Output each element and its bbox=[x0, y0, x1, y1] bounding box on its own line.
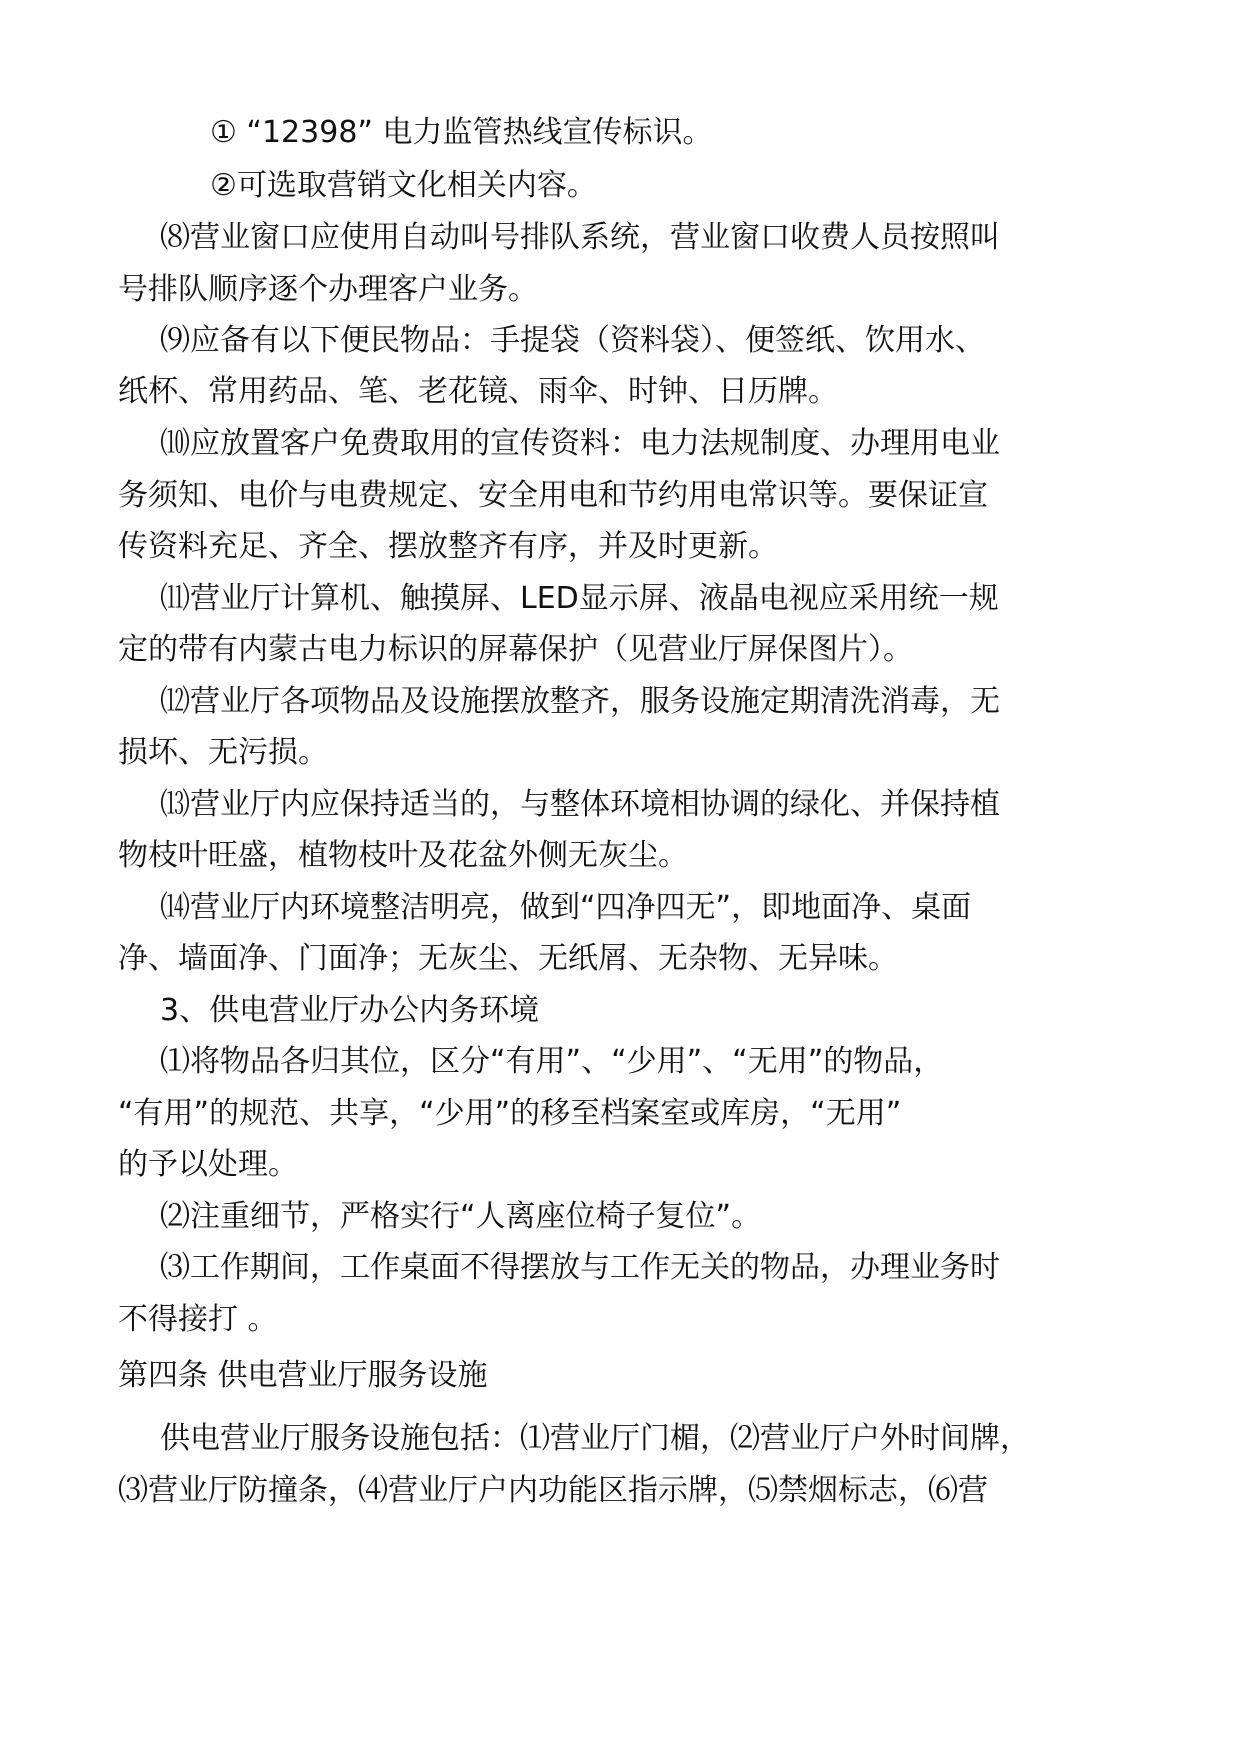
paragraph-line: 务须知、电价与电费规定、安全用电和节约用电常识等。要保证宣 bbox=[118, 478, 988, 513]
paragraph-line: 供电营业厅服务设施包括：⑴营业厅门楣，⑵营业厅户外时间牌， bbox=[160, 1421, 1030, 1456]
paragraph-line: ⑵注重细节，严格实行“人离座位椅子复位”。 bbox=[160, 1199, 762, 1234]
paragraph-line: ⑶营业厅防撞条，⑷营业厅户内功能区指示牌，⑸禁烟标志，⑹营 bbox=[118, 1473, 988, 1508]
section-heading: 3、供电营业厅办公内务环境 bbox=[160, 993, 540, 1028]
paragraph-line: ⑽应放置客户免费取用的宣传资料：电力法规制度、办理用电业 bbox=[160, 426, 1000, 461]
paragraph-line: ⑼应备有以下便民物品：手提袋（资料袋）、便签纸、饮用水、 bbox=[160, 323, 985, 358]
paragraph-line: 传资料充足、齐全、摆放整齐有序，并及时更新。 bbox=[118, 529, 778, 564]
paragraph-line: 定的带有内蒙古电力标识的屏幕保护（见营业厅屏保图片）。 bbox=[118, 632, 913, 667]
paragraph-line: “有用”的规范、共享，“少用”的移至档案室或库房，“无用” bbox=[118, 1096, 902, 1131]
paragraph-line: ⑿营业厅各项物品及设施摆放整齐，服务设施定期清洗消毒，无 bbox=[160, 684, 1000, 719]
paragraph-line: ⑶工作期间，工作桌面不得摆放与工作无关的物品，办理业务时 bbox=[160, 1250, 1000, 1285]
paragraph-line: ⑴将物品各归其位，区分“有用”、“少用”、“无用”的物品， bbox=[160, 1044, 944, 1079]
paragraph-line: ②可选取营销文化相关内容。 bbox=[210, 168, 597, 203]
paragraph-line: ⒁营业厅内环境整洁明亮，做到“四净四无”，即地面净、桌面 bbox=[160, 890, 972, 925]
paragraph-line: 不得接打 。 bbox=[118, 1302, 278, 1337]
article-heading: 第四条 供电营业厅服务设施 bbox=[118, 1358, 488, 1393]
paragraph-line: 物枝叶旺盛，植物枝叶及花盆外侧无灰尘。 bbox=[118, 838, 688, 873]
paragraph-line: 损坏、无污损。 bbox=[118, 735, 328, 770]
paragraph-line: ⑾营业厅计算机、触摸屏、LED显示屏、液晶电视应采用统一规 bbox=[160, 581, 999, 616]
paragraph-line: 净、墙面净、门面净；无灰尘、无纸屑、无杂物、无异味。 bbox=[118, 941, 898, 976]
paragraph-line: 纸杯、常用药品、笔、老花镜、雨伞、时钟、日历牌。 bbox=[118, 374, 838, 409]
paragraph-line: ① “12398” 电力监管热线宣传标识。 bbox=[210, 115, 713, 150]
paragraph-line: ⒀营业厅内应保持适当的，与整体环境相协调的绿化、并保持植 bbox=[160, 787, 1000, 822]
paragraph-line: ⑻营业窗口应使用自动叫号排队系统，营业窗口收费人员按照叫 bbox=[160, 220, 1000, 255]
paragraph-line: 号排队顺序逐个办理客户业务。 bbox=[118, 272, 538, 307]
paragraph-line: 的予以处理。 bbox=[118, 1147, 298, 1182]
